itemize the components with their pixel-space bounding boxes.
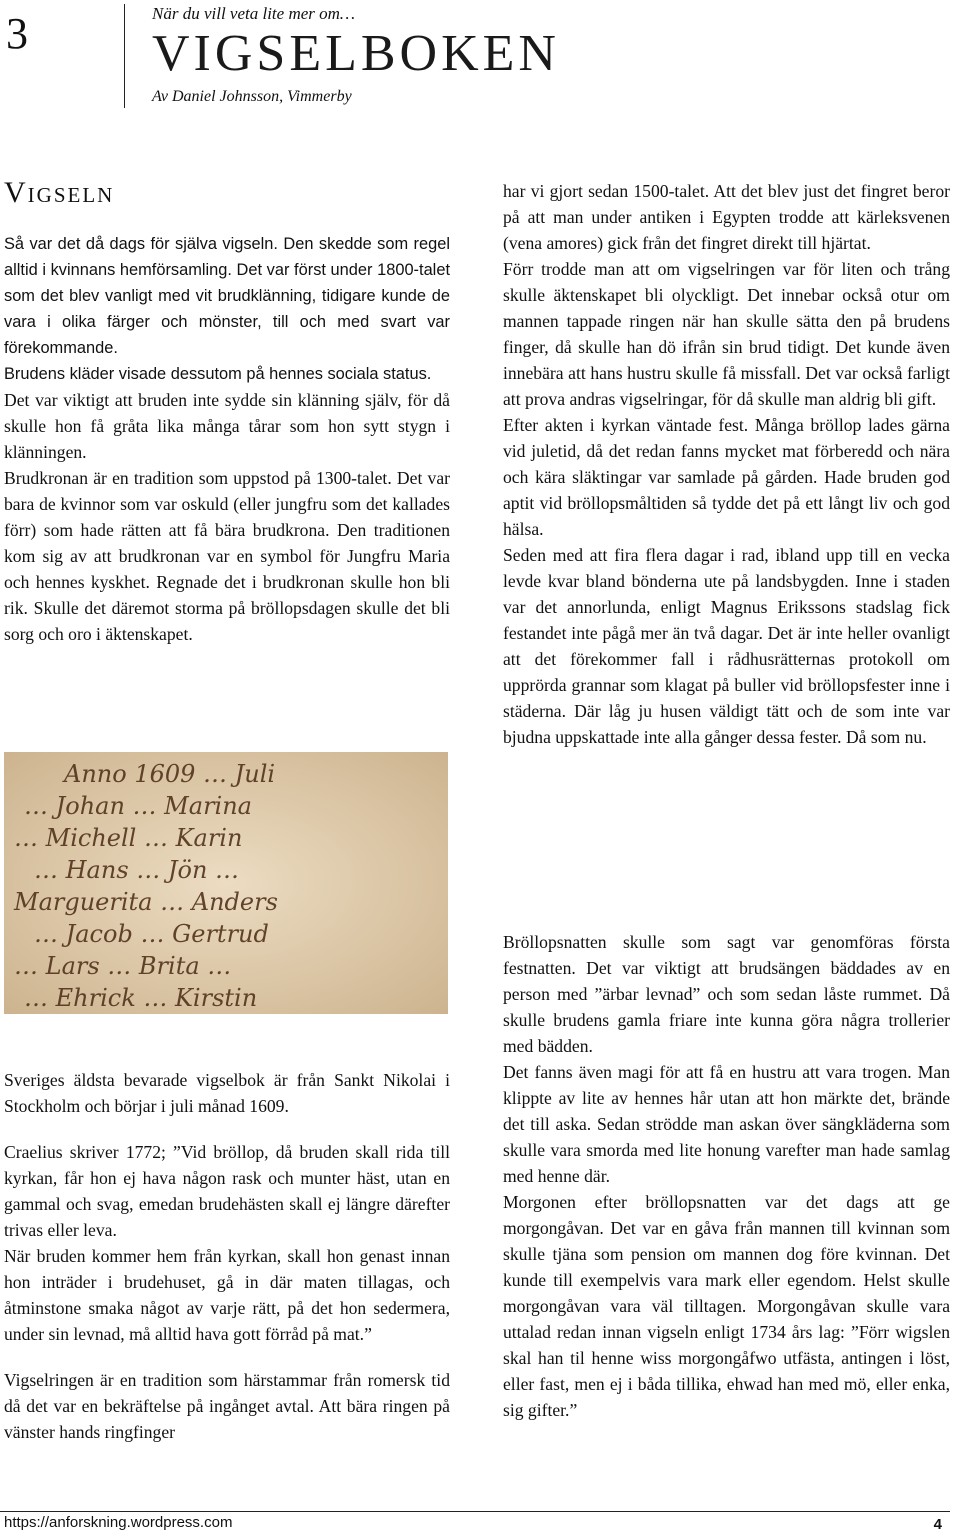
header-divider [124, 4, 125, 108]
manuscript-line: Marguerita … Anders [14, 888, 278, 916]
paragraph: Brudens kläder visade dessutom på hennes sociala status. [4, 365, 432, 383]
left-column-top [4, 231, 450, 647]
manuscript-line: … Jacob … Gertrud [34, 920, 269, 948]
right-column-top [503, 178, 950, 750]
footer-url[interactable]: https://anforskning.wordpress.com [4, 1514, 233, 1531]
paragraph: Förr trodde man att om vigselringen var för liten och trång skulle äktenskapet bli olyckligt. Det innebar också otur om mannen tappade ringen när han skulle sätta den på brudens finger, då skulle han dö ifrån sin brud tidigt. Det kunde även innebära att hans hustru skulle få missfall. Det var också farligt att prova andras vigselringar, för då skulle man aldrig bli gift. [503, 259, 950, 409]
byline: Av Daniel Johnsson, Vimmerby [152, 88, 352, 105]
manuscript-line: … Michell … Karin [14, 824, 243, 852]
right-column-bottom [503, 929, 950, 1423]
manuscript-line: … Hans … Jön … [34, 856, 240, 884]
masthead-title: VIGSELBOKEN [152, 25, 560, 82]
paragraph: Efter akten i kyrkan väntade fest. Många bröllop lades gärna vid juletid, då det redan fanns mycket mat förberedd och nära och kära släktingar var samlade på gården. Hade bruden god aptit vid bröllopsmåltiden så tydde det på ett långt liv och god hälsa. [503, 415, 950, 539]
paragraph: Seden med att fira flera dagar i rad, ibland upp till en vecka levde kvar bland bönderna ute på landsbygden. Inne i staden var det annorlunda, enligt Magnus Erikssons stadslag fick festandet inte pågå mer än två dagar. Det är inte heller ovanligt att det förekommer fall i rådhusrätternas protokoll om upprörda grannar som klagat på buller vid bröllopsfester inne i städerna. Där låg ju husen väldigt tätt och de som inte var bjudna uppskattade inte alla gånger dessa fester. Då som nu. [503, 545, 950, 747]
page-number: 3 [6, 9, 28, 58]
spacer [4, 1347, 450, 1367]
paragraph: Det var viktigt att bruden inte sydde sin klänning själv, för då skulle hon få gråta lika många tårar som hon sytt stygn i klänningen. [4, 390, 450, 462]
manuscript-handwriting [4, 752, 448, 1014]
paragraph: Bröllopsnatten skulle som sagt var genomföras första festnatten. Det var viktigt att brudsängen bäddades av en person med ”ärbar levnad” och som sedan låste rummet. Då skulle brudens gamla friare inte kunna göra några trollerier med bädden. [503, 932, 950, 1056]
section-heading: Vigseln [4, 176, 115, 209]
image-caption: Sveriges äldsta bevarade vigselbok är från Sankt Nikolai i Stockholm och börjar i juli månad 1609. [4, 1070, 450, 1116]
paragraph: Vigselringen är en tradition som härstammar från romersk tid då det var en bekräftelse på ingånget avtal. Att bära ringen på vänster hands ringfinger [4, 1370, 450, 1442]
paragraph: har vi gjort sedan 1500-talet. Att det blev just det fingret beror på att man under antiken i Egypten trodde att kärleksvenen (vena amores) gick från det fingret direkt till hjärtat. [503, 181, 950, 253]
paragraph: Brudkronan är en tradition som uppstod på 1300-talet. Det var bara de kvinnor som var oskuld (eller jungfru som det kallades förr) som hade rätten att få bära brudkrona. Den traditionen kom sig av att brudkronan var en symbol för Jungfru Maria och hennes kyskhet. Regnade det i brudkronan skulle hon bli rik. Skulle det däremot storma på bröllopsdagen skulle det bli sorg och oro i äktenskapet. [4, 468, 450, 644]
spacer [4, 1119, 450, 1139]
paragraph: Så var det då dags för själva vigseln. Den skedde som regel alltid i kvinnans hemförsamling. Det var först under 1800-talet som det blev vanligt med vit brudklänning, tidigare kunde de vara i olika färger och mönster, till och med svart var förekommande. [4, 235, 450, 357]
left-column-bottom [4, 1067, 450, 1445]
kicker: När du vill veta lite mer om… [152, 4, 356, 23]
manuscript-line: … Lars … Brita … [14, 952, 232, 980]
manuscript-line: … Ehrick … Kirstin [24, 984, 258, 1012]
manuscript-line: Anno 1609 … Juli [64, 760, 276, 788]
footer-divider [0, 1511, 950, 1512]
manuscript-image [4, 752, 448, 1014]
manuscript-line: … Johan … Marina [24, 792, 252, 820]
paragraph: Craelius skriver 1772; ”Vid bröllop, då bruden skall rida till kyrkan, får hon ej hava någon rask och munter häst, utan en gammal och svag, emedan brudehästen skall ej längre därefter trivas eller leva. [4, 1142, 450, 1240]
paragraph: Det fanns även magi för att få en hustru att vara trogen. Man klippte av lite av hennes hår utan att hon märkte det, brände det till aska. Sedan strödde man askan över sängkläderna som skulle vara smorda med lite honung varefter man hade samlag med henne där. [503, 1062, 950, 1186]
paragraph: När bruden kommer hem från kyrkan, skall hon genast innan hon inträder i brudehuset, gå in där maten tillagas, och åtminstone smaka något av varje rätt, på det hon sedermera, under sin levnad, må alltid hava gott förråd på mat.” [4, 1246, 450, 1344]
paragraph: Morgonen efter bröllopsnatten var det dags att ge morgongåvan. Det var en gåva från mannen till kvinnan som skulle tjäna som pension om mannen dog före kvinnan. Det kunde till exempelvis vara mark eller egendom. Helst skulle morgongåvan vara väl tilltagen. Morgongåvan skulle vara uttalad redan innan vigseln enligt 1734 års lag: ”Förr wigslen skal han til henne wiss morgongåfwo utfästa, antingen i löst, eller fast, men ej i båda tillika, ehwad han med mö, eller enka, sig gifter.” [503, 1192, 950, 1420]
footer-page-number: 4 [933, 1516, 942, 1533]
